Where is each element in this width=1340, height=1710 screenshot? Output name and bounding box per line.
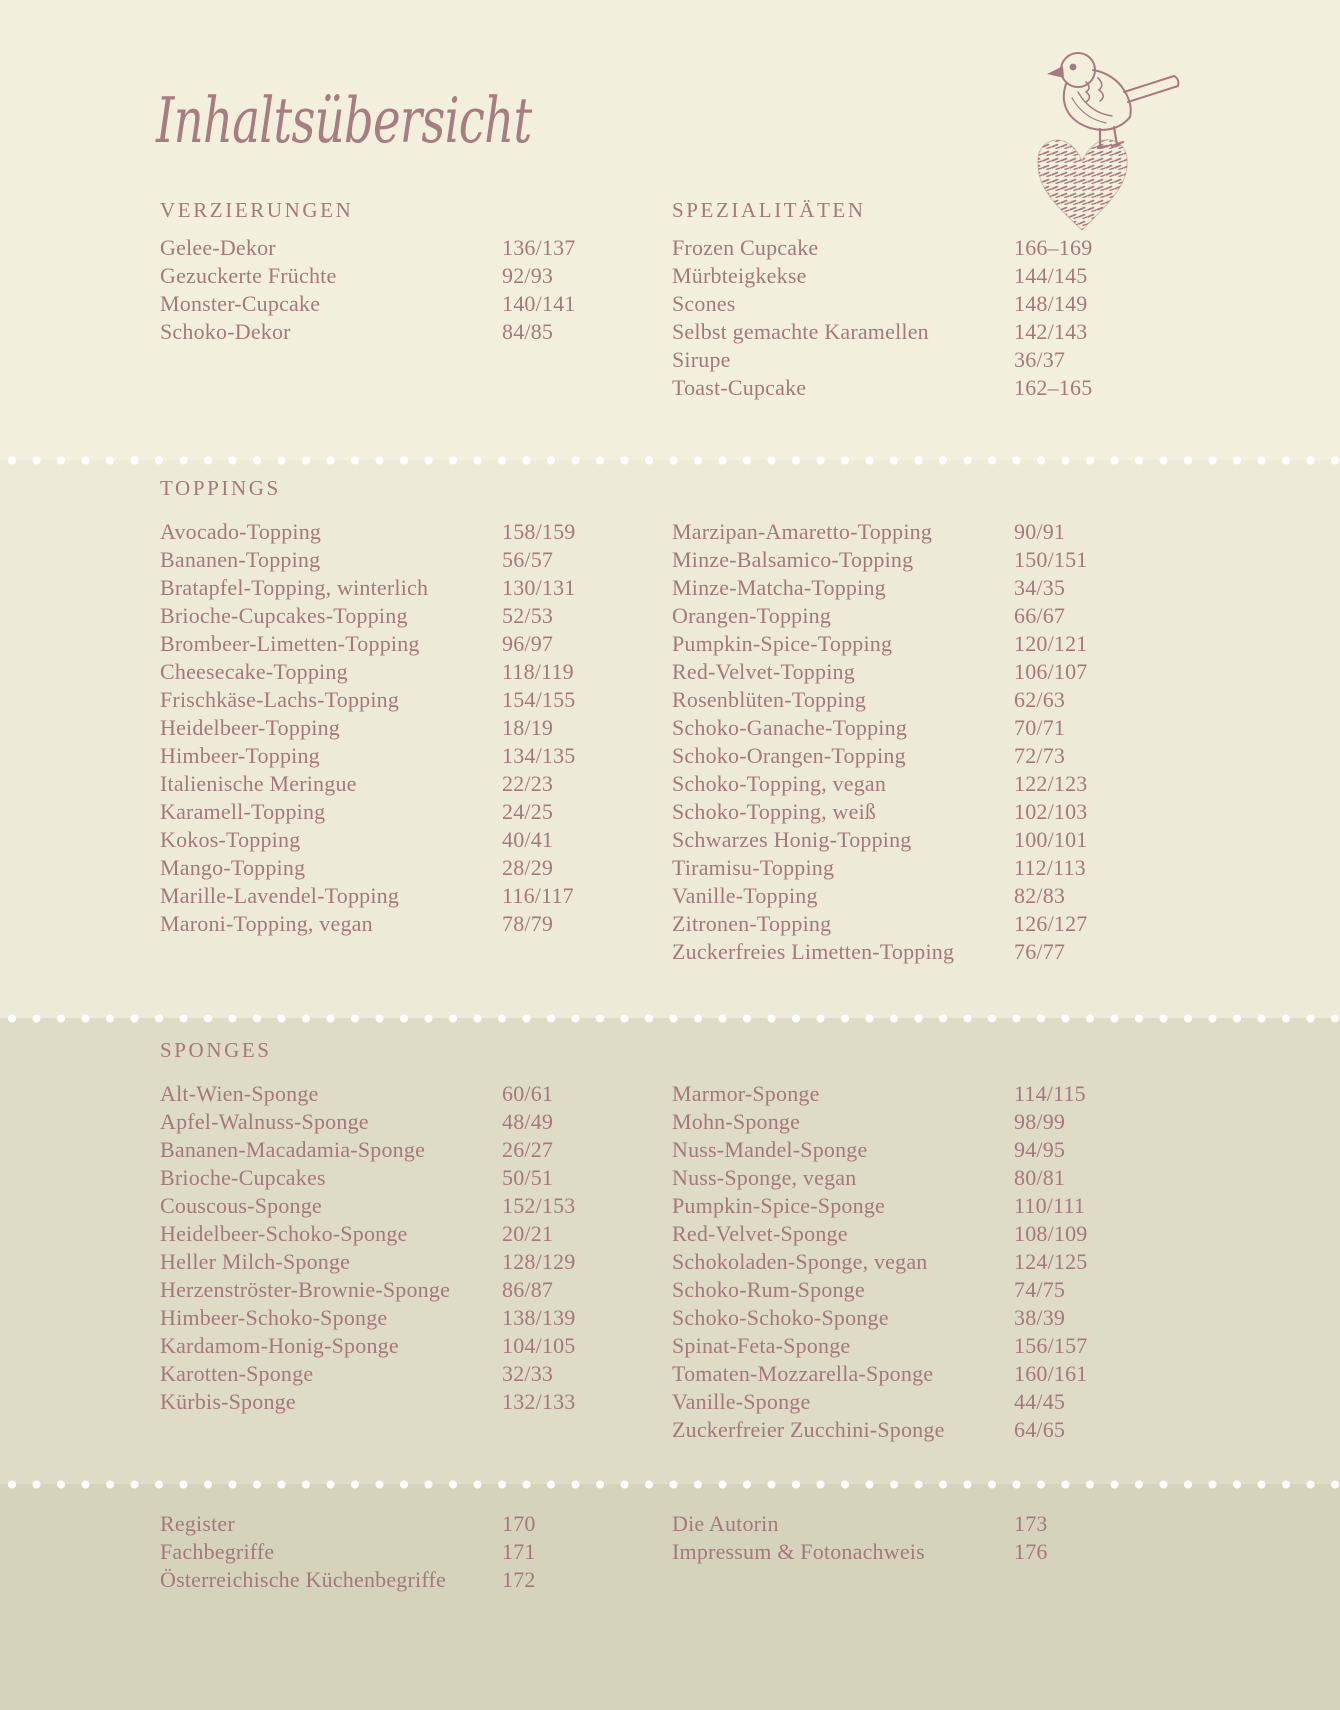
toc-entry-label: Schokoladen-Sponge, vegan xyxy=(672,1249,928,1274)
toc-entry-pages: 102/103 xyxy=(1014,799,1088,824)
band-appendix xyxy=(0,1484,1340,1710)
toc-row xyxy=(672,346,1124,374)
toc-entry-pages: 134/135 xyxy=(502,743,576,768)
toc-entry-label: Minze-Matcha-Topping xyxy=(672,575,886,600)
section-heading: VERZIERUNGEN xyxy=(160,198,354,222)
toc-entry-pages: 52/53 xyxy=(502,603,554,628)
toc-row xyxy=(672,910,1124,938)
toc-row xyxy=(160,770,612,798)
toc-entry-label: Monster-Cupcake xyxy=(160,291,321,316)
toc-row xyxy=(160,1164,612,1192)
toc-entry-label: Schoko-Ganache-Topping xyxy=(672,715,908,740)
toc-entry-pages: 28/29 xyxy=(502,855,554,880)
toc-entry-label: Selbst gemachte Karamellen xyxy=(672,319,929,344)
toc-entry-label: Nuss-Sponge, vegan xyxy=(672,1165,857,1190)
toc-row xyxy=(160,1220,612,1248)
toc-entry-label: Pumpkin-Spice-Sponge xyxy=(672,1193,885,1218)
toc-entry-pages: 118/119 xyxy=(502,659,574,684)
band-sponges xyxy=(0,1018,1340,1484)
toc-entry-label: Heidelbeer-Schoko-Sponge xyxy=(160,1221,408,1246)
toc-row xyxy=(672,1304,1124,1332)
toc-entry-pages: 140/141 xyxy=(502,291,576,316)
toc-entry-pages: 78/79 xyxy=(502,911,554,936)
toc-row xyxy=(672,318,1124,346)
toc-row xyxy=(160,882,612,910)
toc-row xyxy=(160,826,612,854)
toc-entry-label: Schoko-Topping, weiß xyxy=(672,799,877,824)
toc-entry-pages: 104/105 xyxy=(502,1333,576,1358)
toc-entry-label: Himbeer-Schoko-Sponge xyxy=(160,1305,388,1330)
toc-entry-pages: 144/145 xyxy=(1014,263,1088,288)
toc-entry-label: Orangen-Topping xyxy=(672,603,832,628)
toc-entry-pages: 171 xyxy=(502,1539,536,1564)
toc-row xyxy=(160,1276,612,1304)
toc-entry-label: Bananen-Topping xyxy=(160,547,321,572)
toc-entry-pages: 138/139 xyxy=(502,1305,576,1330)
toc-entry-label: Zitronen-Topping xyxy=(672,911,832,936)
toc-entry-pages: 60/61 xyxy=(502,1081,554,1106)
toc-entry-label: Avocado-Topping xyxy=(160,519,322,544)
column-appendix-right xyxy=(672,1484,1124,1566)
toc-row xyxy=(160,854,612,882)
toc-row xyxy=(672,686,1124,714)
toc-row xyxy=(160,262,612,290)
toc-entry-pages: 154/155 xyxy=(502,687,576,712)
toc-row xyxy=(160,1566,612,1594)
toc-row xyxy=(160,518,612,546)
toc-entry-label: Spinat-Feta-Sponge xyxy=(672,1333,851,1358)
toc-row xyxy=(672,1220,1124,1248)
toc-entry-label: Karotten-Sponge xyxy=(160,1361,314,1386)
toc-entry-pages: 158/159 xyxy=(502,519,576,544)
toc-row xyxy=(672,658,1124,686)
toc-entry-label: Impressum & Fotonachweis xyxy=(672,1539,925,1564)
toc-entry-label: Cheesecake-Topping xyxy=(160,659,348,684)
toc-entry-pages: 170 xyxy=(502,1511,536,1536)
toc-entry-label: Gelee-Dekor xyxy=(160,235,276,260)
toc-entry-pages: 34/35 xyxy=(1014,575,1066,600)
toc-entry-pages: 72/73 xyxy=(1014,743,1066,768)
toc-entry-label: Himbeer-Topping xyxy=(160,743,320,768)
toc-list xyxy=(160,1510,612,1594)
toc-row xyxy=(160,798,612,826)
toc-entry-pages: 44/45 xyxy=(1014,1389,1066,1414)
toc-row xyxy=(672,770,1124,798)
toc-entry-label: Tiramisu-Topping xyxy=(672,855,835,880)
toc-row xyxy=(672,1510,1124,1538)
toc-entry-label: Kürbis-Sponge xyxy=(160,1389,296,1414)
column-verzierungen xyxy=(160,0,612,346)
toc-entry-pages: 84/85 xyxy=(502,319,554,344)
toc-entry-pages: 156/157 xyxy=(1014,1333,1088,1358)
toc-row xyxy=(672,602,1124,630)
toc-entry-pages: 128/129 xyxy=(502,1249,576,1274)
toc-entry-pages: 40/41 xyxy=(502,827,554,852)
column-sponges-right xyxy=(672,1018,1124,1444)
toc-entry-pages: 62/63 xyxy=(1014,687,1066,712)
toc-row xyxy=(672,1108,1124,1136)
toc-entry-label: Schwarzes Honig-Topping xyxy=(672,827,912,852)
page-title: Inhaltsübersicht xyxy=(156,84,532,157)
toc-row xyxy=(672,714,1124,742)
toc-list xyxy=(672,1510,1124,1566)
toc-entry-label: Vanille-Sponge xyxy=(672,1389,811,1414)
toc-entry-pages: 110/111 xyxy=(1014,1193,1086,1218)
toc-entry-label: Brombeer-Limetten-Topping xyxy=(160,631,420,656)
toc-entry-label: Heller Milch-Sponge xyxy=(160,1249,351,1274)
toc-row xyxy=(672,518,1124,546)
section-heading: SPONGES xyxy=(160,1038,272,1062)
toc-entry-label: Heidelbeer-Topping xyxy=(160,715,340,740)
toc-entry-pages: 173 xyxy=(1014,1511,1048,1536)
toc-entry-label: Scones xyxy=(672,291,736,316)
toc-entry-label: Mürbteigkekse xyxy=(672,263,807,288)
toc-entry-label: Tomaten-Mozzarella-Sponge xyxy=(672,1361,934,1386)
section-heading xyxy=(672,1038,1124,1062)
toc-entry-label: Apfel-Walnuss-Sponge xyxy=(160,1109,369,1134)
toc-entry-pages: 26/27 xyxy=(502,1137,554,1162)
toc-entry-pages: 18/19 xyxy=(502,715,554,740)
toc-entry-label: Marmor-Sponge xyxy=(672,1081,820,1106)
toc-row xyxy=(160,234,612,262)
toc-entry-pages: 136/137 xyxy=(502,235,576,260)
toc-entry-pages: 82/83 xyxy=(1014,883,1066,908)
toc-entry-label: Herzenströster-Brownie-Sponge xyxy=(160,1277,451,1302)
toc-entry-pages: 148/149 xyxy=(1014,291,1088,316)
toc-entry-pages: 90/91 xyxy=(1014,519,1066,544)
toc-entry-pages: 48/49 xyxy=(502,1109,554,1134)
toc-row xyxy=(672,1388,1124,1416)
column-toppings-right xyxy=(672,460,1124,966)
toc-entry-pages: 162–165 xyxy=(1014,375,1093,400)
toc-entry-label: Brioche-Cupcakes xyxy=(160,1165,326,1190)
toc-entry-label: Mango-Topping xyxy=(160,855,306,880)
toc-entry-label: Zuckerfreies Limetten-Topping xyxy=(672,939,955,964)
toc-entry-pages: 56/57 xyxy=(502,547,554,572)
toc-entry-pages: 166–169 xyxy=(1014,235,1093,260)
toc-row xyxy=(160,1510,612,1538)
toc-entry-label: Karamell-Topping xyxy=(160,799,326,824)
toc-entry-label: Schoko-Schoko-Sponge xyxy=(672,1305,889,1330)
toc-entry-label: Alt-Wien-Sponge xyxy=(160,1081,319,1106)
toc-list xyxy=(160,234,612,346)
toc-row xyxy=(672,234,1124,262)
toc-entry-pages: 76/77 xyxy=(1014,939,1066,964)
toc-entry-label: Zuckerfreier Zucchini-Sponge xyxy=(672,1417,945,1442)
toc-row xyxy=(160,1192,612,1220)
toc-row xyxy=(160,714,612,742)
toc-row xyxy=(672,826,1124,854)
toc-list xyxy=(672,1080,1124,1444)
toc-entry-label: Gezuckerte Früchte xyxy=(160,263,337,288)
toc-entry-pages: 172 xyxy=(502,1567,536,1592)
toc-entry-label: Schoko-Orangen-Topping xyxy=(672,743,906,768)
toc-row xyxy=(672,1416,1124,1444)
toc-entry-label: Kardamom-Honig-Sponge xyxy=(160,1333,399,1358)
toc-entry-pages: 106/107 xyxy=(1014,659,1088,684)
toc-entry-label: Maroni-Topping, vegan xyxy=(160,911,373,936)
toc-entry-pages: 22/23 xyxy=(502,771,554,796)
toc-entry-label: Kokos-Topping xyxy=(160,827,301,852)
toc-entry-label: Österreichische Küchenbegriffe xyxy=(160,1567,446,1592)
toc-entry-label: Bratapfel-Topping, winterlich xyxy=(160,575,429,600)
band-toppings xyxy=(0,460,1340,1018)
toc-entry-pages: 176 xyxy=(1014,1539,1048,1564)
toc-row xyxy=(672,1164,1124,1192)
toc-entry-pages: 36/37 xyxy=(1014,347,1066,372)
toc-entry-pages: 32/33 xyxy=(502,1361,554,1386)
column-sponges-left xyxy=(160,1018,612,1416)
toc-list xyxy=(160,518,612,938)
toc-row xyxy=(672,1080,1124,1108)
toc-entry-label: Vanille-Topping xyxy=(672,883,818,908)
column-toppings-left xyxy=(160,460,612,938)
toc-row xyxy=(672,262,1124,290)
toc-row xyxy=(672,1276,1124,1304)
toc-entry-pages: 24/25 xyxy=(502,799,554,824)
section-heading: TOPPINGS xyxy=(160,476,281,500)
toc-row xyxy=(160,602,612,630)
toc-entry-label: Red-Velvet-Sponge xyxy=(672,1221,848,1246)
toc-entry-pages: 96/97 xyxy=(502,631,554,656)
toc-entry-pages: 64/65 xyxy=(1014,1417,1066,1442)
column-spezialitaeten xyxy=(672,0,1124,402)
toc-entry-label: Rosenblüten-Topping xyxy=(672,687,867,712)
toc-row xyxy=(672,1360,1124,1388)
toc-entry-label: Nuss-Mandel-Sponge xyxy=(672,1137,868,1162)
toc-entry-label: Register xyxy=(160,1511,235,1536)
toc-entry-label: Schoko-Topping, vegan xyxy=(672,771,887,796)
toc-entry-pages: 20/21 xyxy=(502,1221,554,1246)
toc-entry-pages: 50/51 xyxy=(502,1165,554,1190)
toc-row xyxy=(672,938,1124,966)
toc-entry-label: Frozen Cupcake xyxy=(672,235,819,260)
toc-row xyxy=(160,290,612,318)
toc-entry-pages: 122/123 xyxy=(1014,771,1088,796)
toc-row xyxy=(672,1538,1124,1566)
toc-entry-pages: 100/101 xyxy=(1014,827,1088,852)
toc-entry-label: Bananen-Macadamia-Sponge xyxy=(160,1137,426,1162)
toc-entry-pages: 98/99 xyxy=(1014,1109,1066,1134)
toc-entry-pages: 70/71 xyxy=(1014,715,1066,740)
toc-entry-pages: 114/115 xyxy=(1014,1081,1086,1106)
toc-row xyxy=(672,798,1124,826)
toc-row xyxy=(160,910,612,938)
column-appendix-left xyxy=(160,1484,612,1594)
toc-entry-label: Mohn-Sponge xyxy=(672,1109,801,1134)
toc-entry-label: Red-Velvet-Topping xyxy=(672,659,855,684)
toc-row xyxy=(672,1192,1124,1220)
toc-entry-pages: 160/161 xyxy=(1014,1361,1088,1386)
toc-row xyxy=(160,1108,612,1136)
toc-entry-pages: 124/125 xyxy=(1014,1249,1088,1274)
toc-entry-label: Fachbegriffe xyxy=(160,1539,275,1564)
toc-entry-label: Minze-Balsamico-Topping xyxy=(672,547,914,572)
toc-list xyxy=(672,234,1124,402)
toc-row xyxy=(160,1248,612,1276)
toc-entry-label: Schoko-Dekor xyxy=(160,319,291,344)
toc-entry-label: Brioche-Cupcakes-Topping xyxy=(160,603,408,628)
toc-row xyxy=(672,546,1124,574)
toc-entry-pages: 74/75 xyxy=(1014,1277,1066,1302)
toc-entry-label: Toast-Cupcake xyxy=(672,375,807,400)
toc-entry-label: Schoko-Rum-Sponge xyxy=(672,1277,865,1302)
toc-entry-label: Marzipan-Amaretto-Topping xyxy=(672,519,933,544)
section-heading: SPEZIALITÄTEN xyxy=(672,198,866,222)
toc-row xyxy=(672,742,1124,770)
toc-entry-pages: 66/67 xyxy=(1014,603,1066,628)
toc-entry-pages: 38/39 xyxy=(1014,1305,1066,1330)
toc-entry-pages: 152/153 xyxy=(502,1193,576,1218)
toc-row xyxy=(160,1304,612,1332)
toc-entry-pages: 86/87 xyxy=(502,1277,554,1302)
toc-row xyxy=(160,1360,612,1388)
toc-row xyxy=(672,574,1124,602)
toc-row xyxy=(672,1332,1124,1360)
toc-row xyxy=(160,1388,612,1416)
toc-row xyxy=(672,1136,1124,1164)
toc-row xyxy=(160,630,612,658)
toc-row xyxy=(672,882,1124,910)
toc-entry-pages: 92/93 xyxy=(502,263,554,288)
toc-row xyxy=(672,630,1124,658)
toc-row xyxy=(672,290,1124,318)
toc-entry-pages: 132/133 xyxy=(502,1389,576,1414)
toc-list xyxy=(160,1080,612,1416)
toc-entry-pages: 94/95 xyxy=(1014,1137,1066,1162)
toc-entry-pages: 126/127 xyxy=(1014,911,1088,936)
toc-entry-label: Marille-Lavendel-Topping xyxy=(160,883,400,908)
toc-row xyxy=(160,546,612,574)
toc-entry-label: Frischkäse-Lachs-Topping xyxy=(160,687,400,712)
toc-entry-pages: 150/151 xyxy=(1014,547,1088,572)
band-decorations-specialties xyxy=(0,0,1340,460)
toc-entry-label: Die Autorin xyxy=(672,1511,779,1536)
toc-row xyxy=(160,686,612,714)
toc-row xyxy=(672,854,1124,882)
toc-row xyxy=(160,742,612,770)
toc-entry-label: Sirupe xyxy=(672,347,731,372)
toc-entry-pages: 120/121 xyxy=(1014,631,1088,656)
section-heading xyxy=(672,476,1124,500)
toc-row xyxy=(160,658,612,686)
toc-entry-pages: 80/81 xyxy=(1014,1165,1066,1190)
toc-entry-pages: 130/131 xyxy=(502,575,576,600)
toc-entry-pages: 142/143 xyxy=(1014,319,1088,344)
toc-row xyxy=(160,574,612,602)
toc-entry-label: Italienische Meringue xyxy=(160,771,357,796)
toc-row xyxy=(160,1538,612,1566)
toc-row xyxy=(160,1136,612,1164)
toc-row xyxy=(672,374,1124,402)
toc-entry-pages: 108/109 xyxy=(1014,1221,1088,1246)
toc-entry-pages: 116/117 xyxy=(502,883,574,908)
toc-row xyxy=(160,1080,612,1108)
toc-entry-label: Pumpkin-Spice-Topping xyxy=(672,631,893,656)
toc-entry-pages: 112/113 xyxy=(1014,855,1086,880)
toc-row xyxy=(672,1248,1124,1276)
toc-row xyxy=(160,1332,612,1360)
toc-entry-label: Couscous-Sponge xyxy=(160,1193,322,1218)
toc-list xyxy=(672,518,1124,966)
toc-row xyxy=(160,318,612,346)
